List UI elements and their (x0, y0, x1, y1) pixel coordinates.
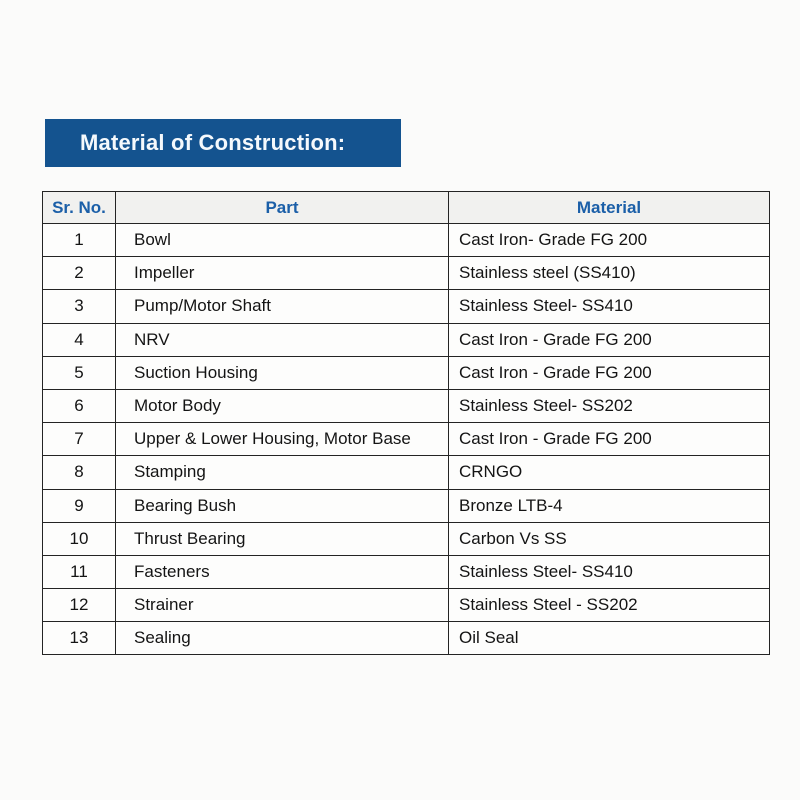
material-cell: Carbon Vs SS (449, 522, 770, 555)
part-cell: Bearing Bush (116, 489, 449, 522)
table-row (43, 224, 770, 257)
material-cell: Cast Iron- Grade FG 200 (449, 224, 770, 257)
sr-cell: 10 (43, 522, 116, 555)
sr-cell: 2 (43, 257, 116, 290)
material-cell: Stainless Steel- SS202 (449, 389, 770, 422)
material-cell: Stainless Steel- SS410 (449, 290, 770, 323)
part-cell: Upper & Lower Housing, Motor Base (116, 423, 449, 456)
header-part: Part (116, 192, 449, 224)
header-material: Material (449, 192, 770, 224)
sr-cell: 1 (43, 224, 116, 257)
material-cell: CRNGO (449, 456, 770, 489)
table-row (43, 356, 770, 389)
table-row (43, 456, 770, 489)
table-row (43, 589, 770, 622)
material-cell: Stainless steel (SS410) (449, 257, 770, 290)
spec-table (42, 191, 770, 655)
table-header (43, 192, 770, 224)
part-cell: Bowl (116, 224, 449, 257)
material-cell: Cast Iron - Grade FG 200 (449, 323, 770, 356)
sr-cell: 11 (43, 555, 116, 588)
sr-cell: 3 (43, 290, 116, 323)
table-row (43, 622, 770, 655)
sr-cell: 12 (43, 589, 116, 622)
table-row (43, 489, 770, 522)
table-row (43, 257, 770, 290)
table-row (43, 522, 770, 555)
part-cell: Suction Housing (116, 356, 449, 389)
sr-cell: 8 (43, 456, 116, 489)
material-cell: Cast Iron - Grade FG 200 (449, 356, 770, 389)
material-cell: Bronze LTB-4 (449, 489, 770, 522)
table-row (43, 423, 770, 456)
sr-cell: 6 (43, 389, 116, 422)
material-cell: Stainless Steel - SS202 (449, 589, 770, 622)
part-cell: Motor Body (116, 389, 449, 422)
part-cell: NRV (116, 323, 449, 356)
table-body (43, 224, 770, 655)
part-cell: Impeller (116, 257, 449, 290)
table-row (43, 323, 770, 356)
sr-cell: 13 (43, 622, 116, 655)
material-cell: Oil Seal (449, 622, 770, 655)
table-row (43, 290, 770, 323)
sr-cell: 9 (43, 489, 116, 522)
material-cell: Cast Iron - Grade FG 200 (449, 423, 770, 456)
table-row (43, 555, 770, 588)
sr-cell: 4 (43, 323, 116, 356)
part-cell: Sealing (116, 622, 449, 655)
part-cell: Thrust Bearing (116, 522, 449, 555)
page-title: Material of Construction: (80, 130, 346, 155)
part-cell: Stamping (116, 456, 449, 489)
part-cell: Pump/Motor Shaft (116, 290, 449, 323)
part-cell: Strainer (116, 589, 449, 622)
header-sr-no: Sr. No. (43, 192, 116, 224)
sr-cell: 7 (43, 423, 116, 456)
material-of-construction-table (42, 191, 769, 655)
header-row (43, 192, 770, 224)
title-bar (45, 119, 401, 167)
material-cell: Stainless Steel- SS410 (449, 555, 770, 588)
part-cell: Fasteners (116, 555, 449, 588)
sr-cell: 5 (43, 356, 116, 389)
table-row (43, 389, 770, 422)
